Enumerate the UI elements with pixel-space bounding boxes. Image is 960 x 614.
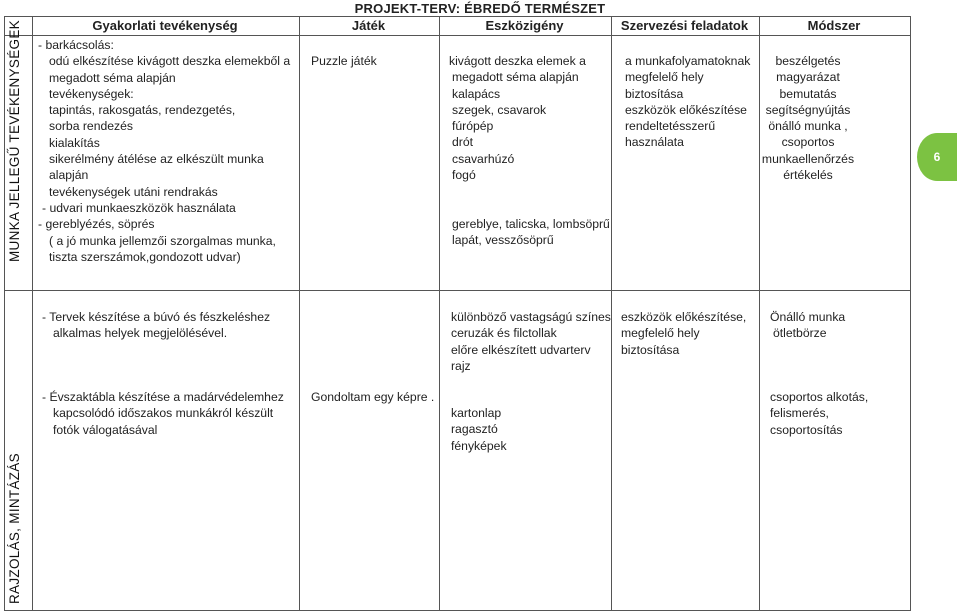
- text-line: alapján: [49, 168, 89, 183]
- text-line: kapcsolódó időszakos munkákról készült: [53, 406, 274, 421]
- text-line: csoportos alkotás,: [770, 390, 869, 404]
- text-line: odú elkészítése kivágott deszka elemekből a: [49, 54, 291, 69]
- section2-method-a: [770, 309, 845, 342]
- text-line: tapintás, rakosgatás, rendezgetés,: [49, 103, 236, 118]
- text-line: tiszta szerszámok,gondozott udvar): [49, 249, 241, 264]
- text-line: segítségnyújtás: [765, 102, 851, 117]
- text-line: Puzzle játék: [311, 54, 377, 68]
- text-line: kivágott deszka elemek a: [449, 54, 586, 68]
- text-line: drót: [452, 135, 474, 150]
- text-line: csavarhúzó: [452, 151, 515, 166]
- section1-organization: [625, 53, 750, 151]
- header-tools: Eszközigény: [485, 18, 564, 33]
- text-line: lapát, vesszősöprű: [452, 233, 554, 248]
- text-line: sikerélmény átélése az elkészült munka: [49, 152, 264, 167]
- text-line: fogó: [452, 168, 476, 183]
- section-label-drawing: RAJZOLÁS, MINTÁZÁS: [7, 453, 22, 604]
- page-title: PROJEKT-TERV: ÉBREDŐ TERMÉSZET: [354, 1, 606, 16]
- text-line: - Évszaktábla készítése a madárvédelemhez: [42, 390, 284, 404]
- text-line: csoportos: [781, 135, 835, 150]
- text-line: fényképek: [451, 438, 507, 453]
- text-line: eszközök előkészítése,: [621, 310, 747, 324]
- text-line: ragasztó: [451, 422, 498, 437]
- text-line: Önálló munka: [770, 310, 846, 324]
- text-line: - udvari munkaeszközök használata: [42, 200, 236, 215]
- text-line: önálló munka ,: [768, 119, 848, 134]
- text-line: tevékenységek utáni rendrakás: [49, 184, 218, 199]
- text-line: kalapács: [452, 86, 501, 101]
- section2-method-b: [770, 389, 868, 438]
- section2-activity-seasonboard: [42, 389, 284, 438]
- text-line: kialakítás: [49, 135, 100, 150]
- page-number-badge: 6: [917, 133, 957, 181]
- text-line: beszélgetés: [775, 54, 841, 68]
- header-activity: Gyakorlati tevékenység: [92, 18, 238, 33]
- text-line: megadott séma alapján: [49, 70, 176, 85]
- text-line: a munkafolyamatoknak: [625, 54, 751, 68]
- text-line: megfelelő hely: [621, 326, 700, 341]
- text-line: rajz: [451, 358, 471, 373]
- section1-activity: [38, 37, 290, 265]
- section-label-work: MUNKA JELLEGŰ TEVÉKENYSÉGEK: [7, 20, 22, 262]
- section2-tools-b: [451, 405, 507, 454]
- text-line: ( a jó munka jellemzői szorgalmas munka,: [49, 233, 276, 248]
- text-line: Gondoltam egy képre .: [311, 390, 435, 404]
- text-line: eszközök előkészítése: [625, 102, 747, 117]
- text-line: magyarázat: [776, 70, 840, 85]
- text-line: szegek, csavarok: [452, 102, 547, 117]
- text-line: gereblye, talicska, lombsöprű: [452, 216, 610, 231]
- text-line: előre elkészített udvarterv: [451, 342, 591, 357]
- text-line: munkaellenőrzés: [761, 151, 855, 166]
- text-line: bemutatás: [779, 86, 837, 101]
- text-line: különböző vastagságú színes: [451, 310, 611, 324]
- header-method: Módszer: [807, 18, 861, 33]
- section1-tools: [449, 53, 610, 249]
- text-line: - barkácsolás:: [38, 38, 114, 52]
- text-line: értékelés: [783, 168, 833, 183]
- text-line: tevékenységek:: [49, 86, 134, 101]
- text-line: - Tervek készítése a búvó és fészkeléshez: [42, 310, 271, 324]
- text-line: ceruzák és filctollak: [451, 326, 557, 341]
- text-line: csoportosítás: [770, 422, 843, 437]
- text-line: használata: [625, 135, 684, 150]
- section2-tools-a: [451, 309, 611, 374]
- text-line: alkalmas helyek megjelölésével.: [53, 326, 228, 341]
- section2-organization: [621, 309, 746, 358]
- text-line: megadott séma alapján: [452, 70, 579, 85]
- header-organization: Szervezési feladatok: [620, 18, 749, 33]
- text-line: biztosítása: [625, 86, 684, 101]
- text-line: felismerés,: [770, 406, 829, 421]
- text-line: megfelelő hely: [625, 70, 704, 85]
- text-line: sorba rendezés: [49, 119, 134, 134]
- text-line: fúrópép: [452, 119, 494, 134]
- text-line: - gereblyézés, söprés: [38, 217, 155, 232]
- text-line: fotók válogatásával: [53, 422, 158, 437]
- section1-method: [760, 53, 856, 183]
- text-line: kartonlap: [451, 406, 502, 420]
- section1-game: [311, 53, 377, 69]
- header-game: Játék: [351, 18, 386, 33]
- text-line: ötletbörze: [773, 326, 827, 341]
- section2-activity-plans: [42, 309, 270, 342]
- text-line: rendeltetésszerű: [625, 119, 716, 134]
- text-line: biztosítása: [621, 342, 680, 357]
- section2-game: [311, 389, 434, 405]
